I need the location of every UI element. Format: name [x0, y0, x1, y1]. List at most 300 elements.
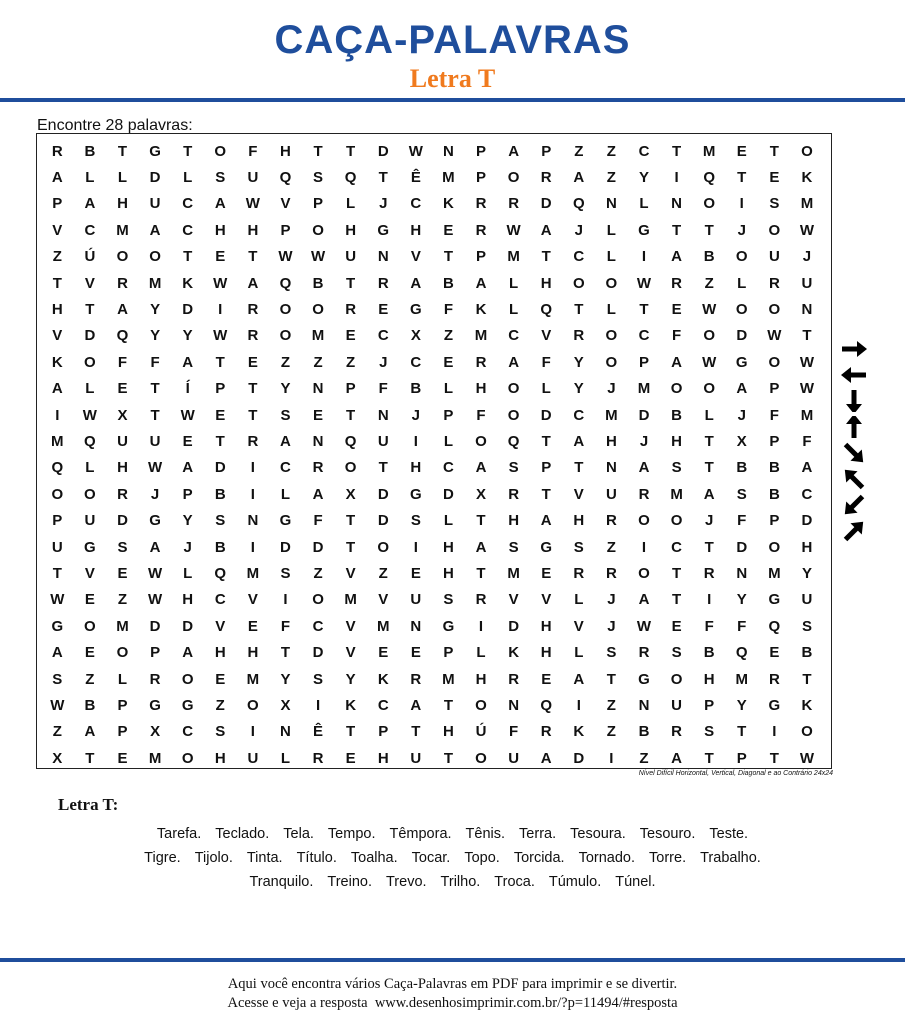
- grid-cell: T: [346, 512, 356, 530]
- grid-cell: C: [638, 327, 650, 345]
- word-item: Teclado.: [215, 826, 270, 842]
- grid-cell: B: [703, 644, 715, 662]
- grid-cell: B: [801, 644, 813, 662]
- grid-cell: K: [475, 301, 487, 319]
- grid-cell: D: [117, 512, 128, 530]
- grid-cell: O: [735, 301, 748, 319]
- grid-cell: V: [247, 591, 258, 609]
- grid-cell: O: [768, 353, 781, 371]
- grid-cell: W: [636, 617, 652, 635]
- grid-cell: L: [476, 644, 486, 662]
- grid-cell: S: [508, 459, 519, 477]
- grid-cell: V: [378, 591, 389, 609]
- grid-cell: K: [573, 723, 585, 741]
- footer: [0, 975, 905, 1013]
- grid-cell: Y: [736, 591, 747, 609]
- grid-cell: T: [215, 353, 225, 371]
- arrow-up-right-icon: [836, 518, 872, 544]
- grid-cell: T: [769, 142, 779, 160]
- grid-cell: D: [214, 459, 226, 477]
- grid-cell: R: [768, 670, 780, 688]
- grid-cell: E: [378, 644, 389, 662]
- grid-cell: E: [410, 644, 421, 662]
- grid-cell: A: [671, 248, 682, 266]
- grid-cell: M: [442, 169, 455, 187]
- grid-cell: H: [540, 617, 552, 635]
- grid-cell: J: [150, 485, 160, 503]
- grid-cell: X: [345, 485, 356, 503]
- grid-cell: R: [475, 221, 487, 239]
- grid-cell: A: [540, 749, 552, 767]
- word-item: Tempo.: [327, 826, 376, 842]
- grid-cell: H: [443, 723, 454, 741]
- grid-cell: R: [247, 432, 259, 450]
- grid-cell: K: [508, 644, 520, 662]
- grid-cell: M: [246, 670, 260, 688]
- grid-cell: E: [378, 301, 389, 319]
- grid-cell: T: [476, 564, 486, 582]
- grid-cell: Y: [573, 353, 584, 371]
- grid-cell: C: [84, 221, 96, 239]
- grid-cell: O: [312, 591, 324, 609]
- grid-cell: H: [540, 644, 552, 662]
- grid-cell: W: [799, 353, 815, 371]
- word-item: Túmulo.: [548, 874, 602, 890]
- grid-cell: E: [182, 432, 193, 450]
- grid-cell: O: [605, 327, 618, 345]
- grid-cell: M: [148, 274, 162, 292]
- word-item: Tesouro.: [639, 826, 696, 842]
- grid-cell: J: [607, 617, 616, 635]
- grid-cell: F: [737, 512, 747, 530]
- grid-cell: H: [508, 512, 520, 530]
- grid-cell: Q: [116, 327, 129, 345]
- grid-cell: D: [443, 485, 454, 503]
- grid-cell: O: [507, 169, 520, 187]
- grid-cell: R: [312, 459, 324, 477]
- grid-cell: A: [508, 142, 520, 160]
- grid-cell: G: [638, 221, 650, 239]
- grid-cell: T: [411, 723, 421, 741]
- grid-cell: F: [378, 380, 388, 398]
- grid-cell: H: [573, 512, 585, 530]
- grid-cell: T: [737, 169, 747, 187]
- grid-cell: T: [802, 670, 812, 688]
- grid-cell: A: [51, 380, 63, 398]
- grid-cell: S: [280, 564, 291, 582]
- grid-cell: S: [573, 538, 584, 556]
- grid-cell: F: [802, 432, 812, 450]
- grid-cell: V: [52, 221, 63, 239]
- word-item: Tênis.: [465, 826, 506, 842]
- grid-cell: L: [443, 432, 453, 450]
- grid-cell: C: [508, 327, 520, 345]
- grid-cell: P: [769, 512, 780, 530]
- arrow-down-left-icon: [836, 492, 872, 518]
- grid-cell: O: [768, 301, 781, 319]
- grid-cell: Q: [507, 432, 520, 450]
- grid-cell: I: [250, 485, 255, 503]
- word-list-line: [0, 822, 905, 846]
- grid-row: [41, 534, 831, 560]
- grid-cell: W: [702, 353, 717, 371]
- grid-cell: A: [280, 432, 291, 450]
- grid-cell: R: [671, 274, 682, 292]
- grid-cell: L: [280, 485, 291, 503]
- grid-cell: N: [377, 248, 389, 266]
- grid-cell: R: [540, 169, 552, 187]
- grid-cell: T: [313, 142, 323, 160]
- grid-cell: G: [768, 696, 781, 714]
- grid-cell: E: [541, 564, 552, 582]
- grid-cell: Q: [279, 274, 292, 292]
- grid-cell: M: [605, 406, 618, 424]
- grid-cell: W: [213, 274, 228, 292]
- grid-row: [41, 455, 831, 481]
- word-item: Tranquilo.: [249, 874, 314, 890]
- grid-cell: B: [768, 485, 780, 503]
- grid-cell: P: [476, 142, 487, 160]
- grid-cell: Z: [606, 696, 616, 714]
- grid-cell: J: [737, 221, 746, 239]
- grid-cell: A: [51, 644, 63, 662]
- arrow-down-icon: [836, 388, 872, 414]
- grid-row: [41, 164, 831, 190]
- grid-cell: H: [377, 749, 389, 767]
- word-item: Tigre.: [144, 850, 181, 866]
- grid-cell: T: [574, 459, 584, 477]
- grid-cell: P: [52, 195, 63, 213]
- grid-cell: D: [377, 485, 389, 503]
- grid-cell: S: [215, 723, 226, 741]
- word-item: Trilho.: [440, 874, 481, 890]
- grid-cell: Ê: [410, 169, 421, 187]
- grid-row: [41, 719, 831, 745]
- grid-cell: P: [280, 221, 291, 239]
- grid-cell: J: [574, 221, 583, 239]
- grid-cell: N: [410, 617, 422, 635]
- grid-cell: Y: [801, 564, 812, 582]
- grid-cell: A: [475, 538, 487, 556]
- grid-cell: R: [312, 749, 324, 767]
- grid-cell: R: [247, 301, 259, 319]
- grid-cell: Z: [639, 749, 649, 767]
- grid-cell: U: [117, 432, 128, 450]
- grid-cell: C: [443, 459, 454, 477]
- grid-cell: W: [213, 327, 228, 345]
- grid-cell: N: [638, 696, 650, 714]
- grid-cell: D: [312, 644, 324, 662]
- grid-cell: R: [475, 353, 487, 371]
- grid-cell: M: [246, 564, 260, 582]
- grid-cell: Z: [313, 564, 323, 582]
- grid-cell: T: [476, 512, 486, 530]
- grid-cell: T: [117, 142, 128, 160]
- grid-cell: L: [737, 274, 747, 292]
- grid-cell: W: [702, 301, 717, 319]
- grid-row: [41, 349, 831, 375]
- grid-cell: P: [345, 380, 356, 398]
- grid-cell: W: [799, 749, 815, 767]
- grid-cell: S: [313, 169, 324, 187]
- grid-cell: Y: [280, 670, 291, 688]
- grid-row: [41, 560, 831, 586]
- grid-cell: T: [85, 749, 95, 767]
- grid-cell: M: [116, 617, 129, 635]
- grid-cell: I: [250, 723, 255, 741]
- grid-cell: C: [377, 696, 389, 714]
- grid-cell: Q: [344, 169, 357, 187]
- grid-cell: L: [117, 169, 128, 187]
- grid-row: [41, 217, 831, 243]
- grid-cell: U: [377, 432, 389, 450]
- grid-cell: F: [769, 406, 779, 424]
- grid-cell: A: [638, 591, 650, 609]
- grid-cell: W: [799, 221, 815, 239]
- grid-cell: Z: [606, 723, 616, 741]
- grid-cell: C: [638, 142, 650, 160]
- grid-cell: D: [508, 617, 520, 635]
- grid-cell: N: [671, 195, 682, 213]
- grid-cell: N: [801, 301, 813, 319]
- grid-cell: A: [508, 353, 520, 371]
- grid-cell: T: [183, 248, 193, 266]
- footer-line-1: Aqui você encontra vários Caça-Palavras em PDF para imprimir e se divertir.: [227, 976, 678, 992]
- grid-cell: E: [117, 564, 128, 582]
- grid-cell: A: [475, 274, 487, 292]
- grid-cell: W: [799, 380, 815, 398]
- grid-cell: A: [247, 274, 259, 292]
- grid-cell: W: [180, 406, 195, 424]
- grid-cell: B: [736, 459, 748, 477]
- grid-cell: W: [50, 696, 65, 714]
- word-item: Tocar.: [411, 850, 451, 866]
- grid-cell: U: [149, 195, 161, 213]
- grid-cell: Z: [313, 353, 323, 371]
- grid-cell: H: [51, 301, 63, 319]
- grid-cell: L: [183, 169, 193, 187]
- grid-cell: N: [247, 512, 259, 530]
- grid-cell: O: [801, 142, 813, 160]
- word-item: Tornado.: [578, 850, 636, 866]
- grid-cell: G: [149, 142, 161, 160]
- footer-line-2: Acesse e veja a resposta www.desenhosimprimir.com.br/?p=11494/#resposta: [227, 995, 678, 1011]
- grid-cell: V: [541, 327, 552, 345]
- grid-cell: W: [82, 406, 97, 424]
- grid-cell: I: [641, 538, 647, 556]
- grid-cell: S: [704, 723, 715, 741]
- grid-cell: E: [443, 221, 454, 239]
- grid-cell: Z: [606, 142, 616, 160]
- grid-cell: G: [442, 617, 455, 635]
- word-item: Terra.: [519, 826, 557, 842]
- grid-cell: S: [313, 670, 324, 688]
- grid-cell: H: [605, 432, 617, 450]
- grid-cell: O: [638, 564, 650, 582]
- grid-cell: R: [51, 142, 63, 160]
- grid-cell: E: [736, 142, 747, 160]
- grid-cell: R: [703, 564, 715, 582]
- grid-cell: D: [638, 406, 650, 424]
- grid-cell: O: [703, 380, 715, 398]
- grid-row: [41, 428, 831, 454]
- grid-cell: Z: [378, 564, 388, 582]
- word-item: Tesoura.: [570, 826, 626, 842]
- grid-cell: R: [117, 485, 128, 503]
- grid-cell: A: [149, 538, 161, 556]
- grid-cell: B: [312, 274, 324, 292]
- direction-arrows: [836, 336, 872, 544]
- grid-cell: F: [150, 353, 160, 371]
- grid-cell: J: [379, 195, 388, 213]
- grid-cell: G: [149, 512, 161, 530]
- instructions-text: Encontre 28 palavras:: [37, 117, 193, 134]
- grid-cell: S: [508, 538, 519, 556]
- grid-cell: O: [507, 380, 520, 398]
- word-item: Tarefa.: [156, 826, 202, 842]
- grid-cell: S: [671, 644, 682, 662]
- grid-cell: E: [769, 169, 780, 187]
- grid-cell: J: [607, 380, 616, 398]
- grid-cell: O: [735, 248, 748, 266]
- grid-cell: T: [215, 432, 225, 450]
- arrow-right-icon: [836, 336, 872, 362]
- grid-cell: U: [605, 485, 617, 503]
- word-item: Troca.: [494, 874, 535, 890]
- grid-cell: W: [147, 591, 163, 609]
- grid-cell: O: [605, 353, 618, 371]
- grid-cell: O: [51, 485, 64, 503]
- grid-cell: V: [84, 274, 95, 292]
- grid-cell: R: [508, 485, 520, 503]
- grid-cell: M: [768, 564, 781, 582]
- page-subtitle: Letra T: [409, 64, 496, 93]
- grid-row: [41, 323, 831, 349]
- grid-cell: O: [638, 512, 650, 530]
- grid-cell: E: [215, 248, 226, 266]
- grid-cell: R: [605, 512, 617, 530]
- grid-row: [41, 507, 831, 533]
- grid-cell: U: [247, 169, 259, 187]
- grid-cell: I: [609, 749, 614, 767]
- grid-cell: L: [443, 512, 453, 530]
- grid-cell: T: [671, 564, 682, 582]
- grid-cell: L: [509, 274, 519, 292]
- grid-cell: G: [84, 538, 96, 556]
- grid-cell: P: [769, 432, 780, 450]
- grid-cell: P: [541, 142, 552, 160]
- grid-cell: S: [769, 195, 780, 213]
- grid-cell: Z: [85, 670, 95, 688]
- grid-cell: E: [247, 353, 258, 371]
- grid-cell: N: [312, 380, 324, 398]
- grid-cell: G: [181, 696, 194, 714]
- grid-cell: Q: [344, 432, 357, 450]
- grid-cell: V: [52, 327, 63, 345]
- grid-cell: T: [541, 432, 551, 450]
- grid-cell: O: [801, 723, 813, 741]
- grid-cell: T: [346, 142, 356, 160]
- grid-cell: I: [641, 248, 647, 266]
- grid-cell: C: [280, 459, 291, 477]
- grid-cell: F: [117, 353, 128, 371]
- grid-cell: C: [182, 221, 194, 239]
- grid-cell: P: [378, 723, 389, 741]
- grid-cell: P: [182, 485, 193, 503]
- grid-cell: P: [704, 696, 715, 714]
- grid-cell: W: [408, 142, 423, 160]
- grid-cell: H: [410, 221, 422, 239]
- grid-cell: H: [671, 432, 682, 450]
- grid-cell: K: [801, 696, 813, 714]
- grid-cell: V: [410, 248, 421, 266]
- grid-cell: T: [346, 538, 356, 556]
- grid-cell: M: [735, 670, 749, 688]
- grid-cell: S: [671, 459, 682, 477]
- grid-cell: E: [84, 644, 95, 662]
- grid-cell: O: [181, 670, 194, 688]
- grid-cell: D: [736, 327, 748, 345]
- grid-cell: D: [149, 169, 161, 187]
- grid-cell: A: [312, 485, 324, 503]
- grid-cell: L: [606, 248, 616, 266]
- grid-cell: A: [214, 195, 226, 213]
- grid-cell: T: [248, 406, 258, 424]
- grid-cell: M: [670, 485, 683, 503]
- grid-cell: E: [215, 670, 226, 688]
- grid-cell: E: [345, 749, 356, 767]
- grid-cell: E: [410, 564, 421, 582]
- grid-cell: R: [117, 274, 128, 292]
- word-item: Teste.: [709, 826, 749, 842]
- grid-cell: Z: [52, 248, 62, 266]
- arrow-left-icon: [836, 362, 872, 388]
- grid-cell: I: [413, 538, 418, 556]
- word-list-line: [0, 870, 905, 894]
- grid-cell: R: [671, 723, 682, 741]
- grid-cell: L: [85, 169, 95, 187]
- grid-cell: A: [475, 459, 487, 477]
- grid-cell: J: [705, 512, 714, 530]
- grid-cell: Y: [736, 696, 747, 714]
- grid-cell: A: [84, 195, 96, 213]
- grid-cell: N: [312, 432, 324, 450]
- grid-row: [41, 138, 831, 164]
- grid-cell: R: [247, 327, 259, 345]
- grid-cell: M: [800, 195, 814, 213]
- grid-cell: T: [248, 248, 258, 266]
- grid-cell: L: [117, 670, 128, 688]
- word-item: Tijolo.: [194, 850, 233, 866]
- grid-cell: T: [704, 538, 714, 556]
- grid-cell: C: [573, 248, 585, 266]
- grid-cell: W: [506, 221, 521, 239]
- grid-cell: N: [605, 459, 617, 477]
- grid-cell: R: [605, 564, 617, 582]
- grid-cell: P: [443, 406, 454, 424]
- grid-cell: X: [150, 723, 161, 741]
- grid-cell: H: [443, 538, 454, 556]
- grid-cell: L: [509, 301, 519, 319]
- grid-cell: E: [313, 406, 324, 424]
- grid-cell: O: [572, 274, 585, 292]
- grid-cell: O: [703, 195, 715, 213]
- grid-cell: G: [409, 301, 422, 319]
- grid-cell: M: [376, 617, 390, 635]
- grid-cell: M: [702, 142, 716, 160]
- grid-cell: B: [703, 248, 715, 266]
- grid-cell: F: [737, 617, 747, 635]
